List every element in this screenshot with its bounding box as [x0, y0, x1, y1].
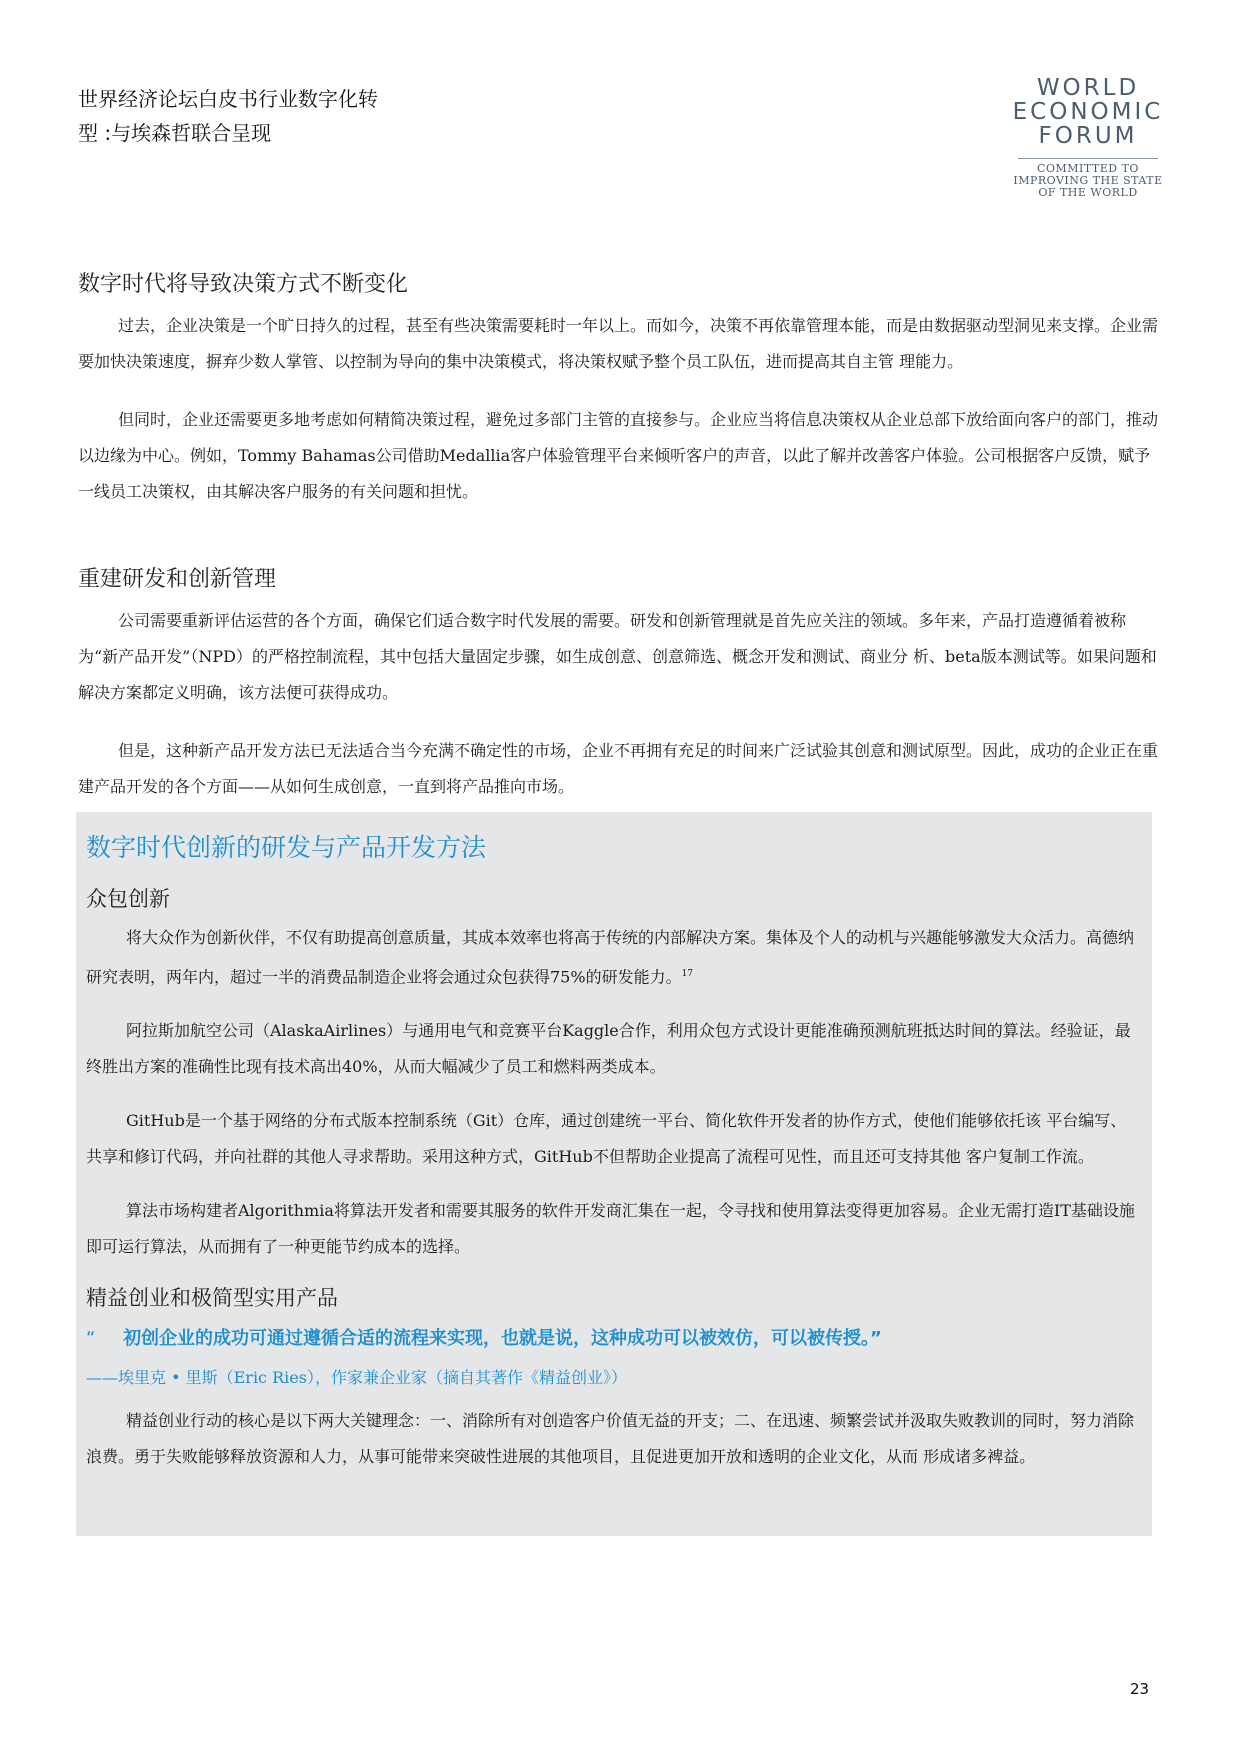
quote-attribution: ——埃里克 • 里斯（Eric Ries），作家兼企业家（摘自其著作《精益创业》） — [86, 1368, 627, 1388]
logo-word-economic: ECONOMIC — [1012, 99, 1164, 125]
paragraph: 但是，这种新产品开发方法已无法适合当今充满不确定性的市场，企业不再拥有充足的时间来广泛试验其创意和测试原型。因此，成功的企业正在重建产品开发的各个方面——从如何生成创意，一直到将产品推向市场。 — [78, 741, 1159, 796]
paragraph: 过去，企业决策是一个旷日持久的过程，甚至有些决策需要耗时一年以上。而如今，决策不再依靠管理本能，而是由数据驱动型洞见来支撑。企业需要加快决策速度，摒弃少数人掌管、以控制为导向的集中决策模式，将决策权赋予整个员工队伍，进而提高其自主管 理能力。 — [78, 316, 1159, 371]
logo-tagline-3: OF THE WORLD — [1038, 186, 1138, 199]
footnote-ref: 17 — [681, 969, 694, 979]
document-title-line-2: 型 :与埃森哲联合呈现 — [78, 121, 272, 145]
paragraph: 阿拉斯加航空公司（AlaskaAirlines）与通用电气和竞赛平台Kaggle合作，利用众包方式设计更能准确预测航班抵达时间的算法。经验证，最终胜出方案的准确性比现有技术高出40%，从而大幅减少了员工和燃料两类成本。 — [86, 1021, 1131, 1077]
section-heading: 数字时代将导致决策方式不断变化 — [78, 272, 409, 297]
quote-mark: “ — [86, 1328, 96, 1350]
sidebar-box — [76, 812, 1152, 1536]
paragraph — [86, 920, 1142, 995]
logo-word-forum: FORUM — [1038, 123, 1138, 149]
logo-tagline-2: IMPROVING THE STATE — [1013, 174, 1163, 187]
wef-logo — [1008, 76, 1168, 199]
document-title-line-1: 世界经济论坛白皮书行业数字化转 — [78, 87, 378, 111]
box-subheading-crowdsourcing: 众包创新 — [86, 887, 170, 911]
paragraph: GitHub是一个基于网络的分布式版本控制系统（Git）仓库，通过创建统一平台、简化软件开发者的协作方式，使他们能够依托该 平台编写、共享和修订代码，并向社群的其他人寻求帮助。采用这种方式，GitHub不但帮助企业提高了流程可见性，而且还可支持其他 客户复制工作流。 — [86, 1111, 1127, 1167]
paragraph-text: 将大众作为创新伙伴，不仅有助提高创意质量，其成本效率也将高于传统的内部解决方案。集体及个人的动机与兴趣能够激发大众活力。高德纳研究表明，两年内，超过一半的消费品制造企业将会通过众包获得75%的研发能力。 — [86, 928, 1135, 987]
box-subheading-lean-startup: 精益创业和极简型实用产品 — [86, 1286, 338, 1311]
section-rd-innovation — [78, 565, 1160, 827]
logo-word-world: WORLD — [1036, 75, 1140, 101]
paragraph: 公司需要重新评估运营的各个方面，确保它们适合数字时代发展的需要。研发和创新管理就是首先应关注的领域。多年来，产品打造遵循着被称为“新产品开发”（NPD）的严格控制流程，其中包括大量固定步骤，如生成创意、创意筛选、概念开发和测试、商业分 析、beta版本测试等。如果问题和解决方案都定义明确，该方法便可获得成功。 — [78, 611, 1157, 702]
pull-quote — [86, 1323, 1142, 1355]
page-number: 23 — [1130, 1680, 1150, 1698]
document-title — [78, 82, 438, 150]
paragraph: 精益创业行动的核心是以下两大关键理念：一、消除所有对创造客户价值无益的开支；二、在迅速、频繁尝试并汲取失败教训的同时，努力消除浪费。勇于失败能够释放资源和人力，从事可能带来突破性进展的其他项目，且促进更加开放和透明的企业文化，从而 形成诸多裨益。 — [86, 1411, 1135, 1467]
paragraph: 但同时，企业还需要更多地考虑如何精简决策过程，避免过多部门主管的直接参与。企业应当将信息决策权从企业总部下放给面向客户的部门，推动以边缘为中心。例如，Tommy Bahamas公司借助Medallia客户体验管理平台来倾听客户的声音，以此了解并改善客户体验。公司根据客户反馈，赋予一线员工决策权，由其解决客户服务的有关问题和担忧。 — [78, 410, 1159, 501]
logo-divider — [1018, 158, 1158, 159]
box-title: 数字时代创新的研发与产品开发方法 — [86, 833, 487, 862]
quote-text: 初创企业的成功可通过遵循合适的流程来实现，也就是说，这种成功可以被效仿，可以被传授。” — [123, 1328, 882, 1350]
section-heading: 重建研发和创新管理 — [78, 567, 277, 592]
logo-tagline-1: COMMITTED TO — [1037, 162, 1139, 175]
paragraph: 算法市场构建者Algorithmia将算法开发者和需要其服务的软件开发商汇集在一起，令寻找和使用算法变得更加容易。企业无需打造IT基础设施即可运行算法，从而拥有了一种更能节约成本的选择。 — [86, 1201, 1135, 1257]
section-decision-making — [78, 270, 1160, 532]
